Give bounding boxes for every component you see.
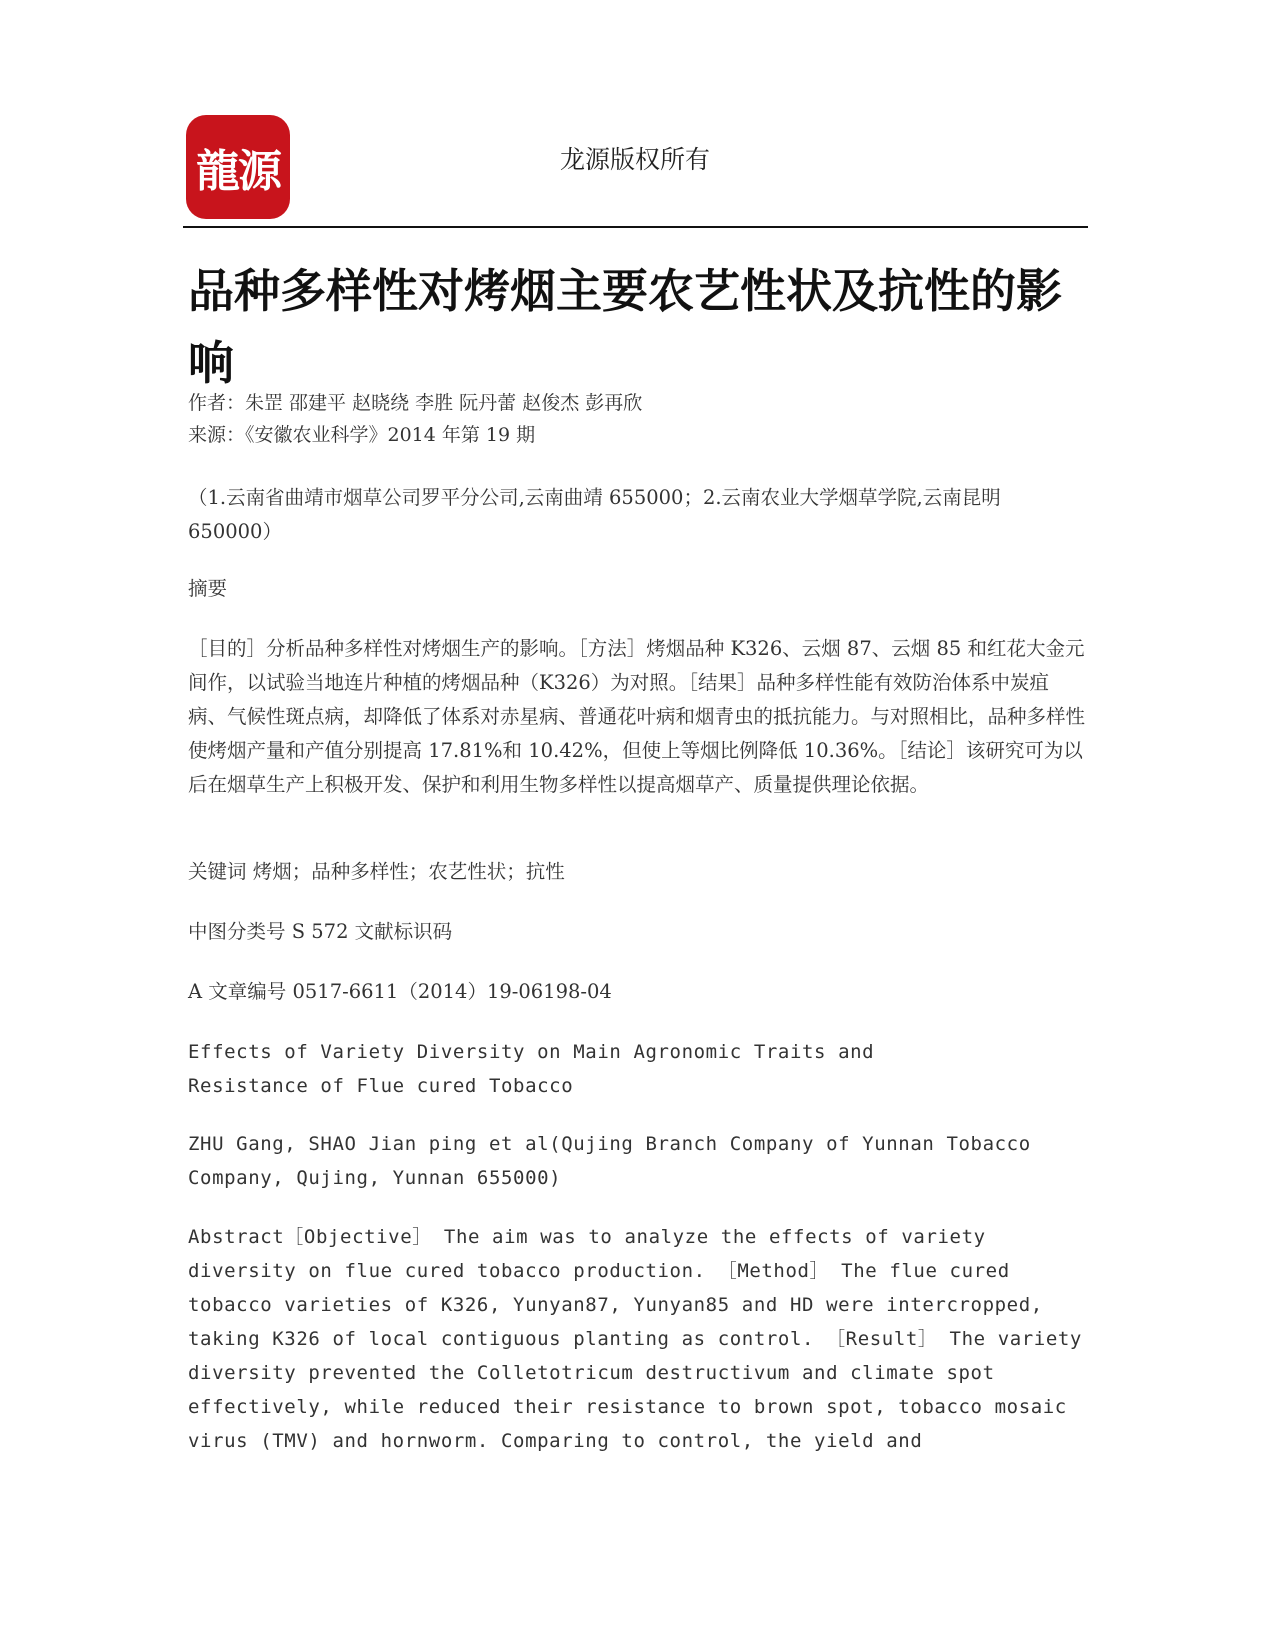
header-divider [183, 226, 1088, 228]
abstract-chinese: ［目的］分析品种多样性对烤烟生产的影响。［方法］烤烟品种 K326、云烟 87、云烟 85 和红花大金元间作，以试验当地连片种植的烤烟品种（K326）为对照。［结果］品种多样性能有效防治体系中炭疽病、气候性斑点病，却降低了体系对赤星病、普通花叶病和烟青虫的抵抗能力。与对照相比，品种多样性使烤烟产量和产值分别提高 17.81%和 10.42%，但使上等烟比例降低 10.36%。［结论］该研究可为以后在烟草生产上积极开发、保护和利用生物多样性以提高烟草产、质量提供理论依据。 [188, 637, 1086, 796]
authors-line: 作者：朱罡 邵建平 赵晓绕 李胜 阮丹蕾 赵俊杰 彭再欣 [188, 392, 643, 414]
affiliation: （1.云南省曲靖市烟草公司罗平分公司,云南曲靖 655000；2.云南农业大学烟草学院,云南昆明 650000） [188, 486, 1001, 543]
article-title: 品种多样性对烤烟主要农艺性状及抗性的影响 [188, 264, 1062, 390]
article-number: A 文章编号 0517-6611（2014）19-06198-04 [188, 980, 612, 1003]
logo-text: 龍源 [196, 146, 280, 197]
english-abstract: Abstract［Objective］ The aim was to analyze the effects of variety diversity on flue cured tobacco production. ［Method］ The flue cured tobacco varieties of K326, Yunyan87, Yunyan85 and HD were intercropped, taking K326 of local contiguous planting as control. ［Result］ The variety diversity prevented the Colletotricum destructivum and climate spot effectively, while reduced their resistance to brown spot, tobacco mosaic virus (TMV) and hornworm. Comparing to control, the yield and [188, 1226, 1082, 1452]
copyright-header: 龙源版权所有 [560, 145, 711, 174]
english-authors: ZHU Gang, SHAO Jian ping et al(Qujing Branch Company of Yunnan Tobacco Company, Qujing, Yunnan 655000) [188, 1133, 1031, 1189]
classification-number: 中图分类号 S 572 文献标识码 [188, 920, 453, 943]
abstract-heading: 摘要 [188, 577, 228, 600]
keywords: 关键词 烤烟；品种多样性；农艺性状；抗性 [188, 860, 565, 883]
english-title: Effects of Variety Diversity on Main Agronomic Traits and Resistance of Flue cured Tobacco [188, 1041, 875, 1097]
longyuan-logo [186, 115, 290, 219]
source-line: 来源：《安徽农业科学》2014 年第 19 期 [188, 424, 536, 446]
